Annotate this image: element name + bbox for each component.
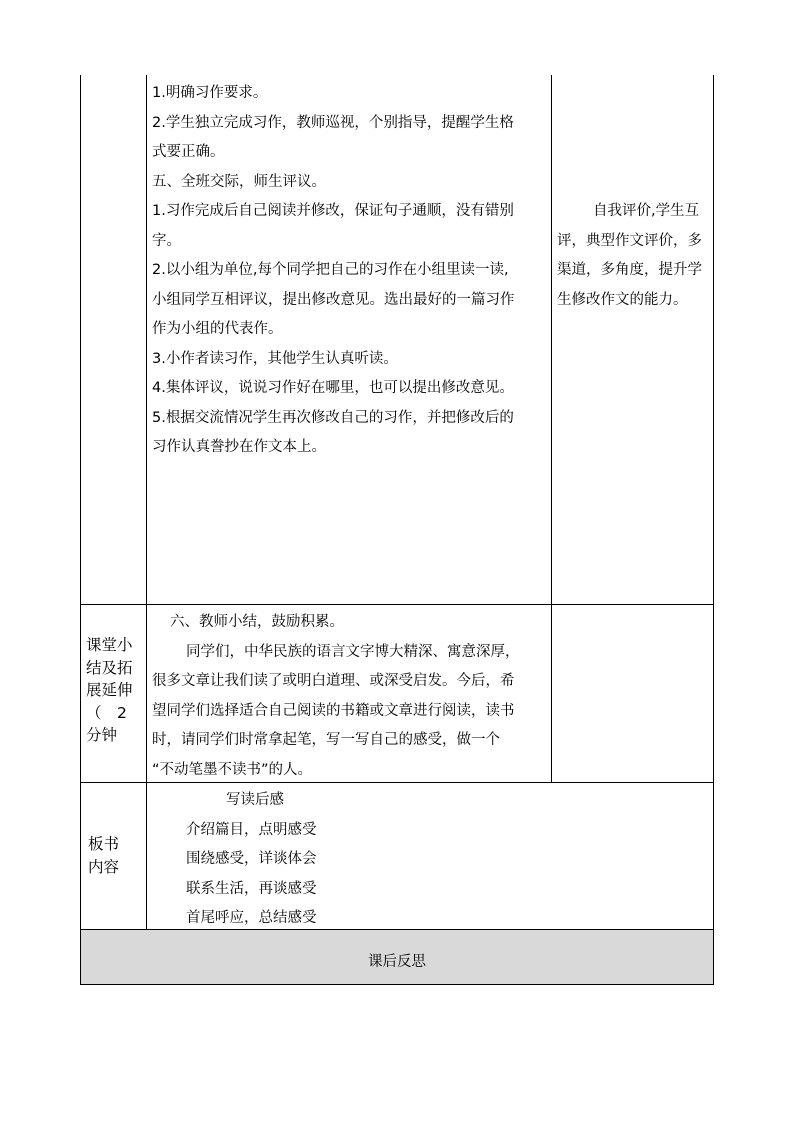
- summary-label-line: 课堂小: [86, 636, 133, 654]
- board-title: 写读后感: [226, 792, 284, 808]
- board-label-line: 板书: [88, 835, 120, 853]
- summary-line: 望同学们选择适合自己阅读的书籍或文章进行阅读，读书: [152, 702, 515, 719]
- summary-content-cell: [152, 608, 552, 785]
- summary-label-cell: [86, 634, 146, 747]
- process-line: 字。: [152, 232, 181, 249]
- intent-line: 渠道，多角度，提升学: [557, 262, 702, 278]
- summary-line: 六、教师小结，鼓励积累。: [170, 614, 344, 630]
- process-line: 小组同学互相评议，提出修改意见。选出最好的一篇习作: [152, 291, 515, 308]
- summary-line: 很多文章让我们读了或明白道理、或深受启发。今后，希: [152, 673, 515, 689]
- intent-line: 生修改作文的能力。: [557, 291, 688, 308]
- process-content-cell: [152, 79, 552, 463]
- board-label-line: 内容: [88, 857, 120, 876]
- process-line: 作为小组的代表作。: [152, 321, 283, 337]
- process-line: 习作认真誊抄在作文本上。: [152, 439, 326, 455]
- process-line: 3.小作者读习作，其他学生认真听读。: [152, 350, 398, 367]
- process-line: 4.集体评议，说说习作好在哪里，也可以提出修改意见。: [152, 380, 514, 396]
- summary-line: “不动笔墨不读书”的人。: [152, 761, 313, 778]
- board-item: 介绍篇目，点明感受: [186, 821, 317, 838]
- intent-line: 评，典型作文评价，多: [557, 232, 702, 249]
- board-item: 首尾呼应，总结感受: [186, 910, 317, 926]
- process-line: 2.以小组为单位,每个同学把自己的习作在小组里读一读,: [152, 262, 509, 278]
- process-line: 五、全班交际，师生评议。: [152, 173, 326, 190]
- summary-line: 时，请同学们时常拿起笔，写一写自己的感受，做一个: [152, 732, 500, 748]
- summary-label-line: 展延伸: [86, 681, 133, 699]
- process-line: 1.明确习作要求。: [152, 85, 268, 101]
- reflection-label: 课后反思: [368, 954, 426, 970]
- intent-line: 自我评价,学生互: [593, 203, 700, 219]
- board-label-cell: [88, 833, 144, 878]
- board-item: 联系生活，再谈感受: [186, 880, 317, 897]
- summary-label-line: 结及拓: [86, 658, 133, 677]
- summary-line: 同学们，中华民族的语言文字博大精深、寓意深厚，: [186, 643, 520, 660]
- board-item: 围绕感受，详谈体会: [186, 851, 317, 867]
- design-intent-cell: [557, 197, 713, 315]
- summary-label-line: （ 2: [86, 703, 127, 722]
- summary-label-line: 分钟: [86, 726, 118, 744]
- process-line: 2.学生独立完成习作，教师巡视，个别指导，提醒学生格: [152, 114, 514, 131]
- reflection-cell: [80, 948, 714, 978]
- process-line: 式要正确。: [152, 144, 225, 160]
- process-line: 1.习作完成后自己阅读并修改，保证句子通顺，没有错别: [152, 203, 514, 219]
- process-line: 5.根据交流情况学生再次修改自己的习作，并把修改后的: [152, 409, 514, 426]
- board-content-cell: [152, 786, 552, 934]
